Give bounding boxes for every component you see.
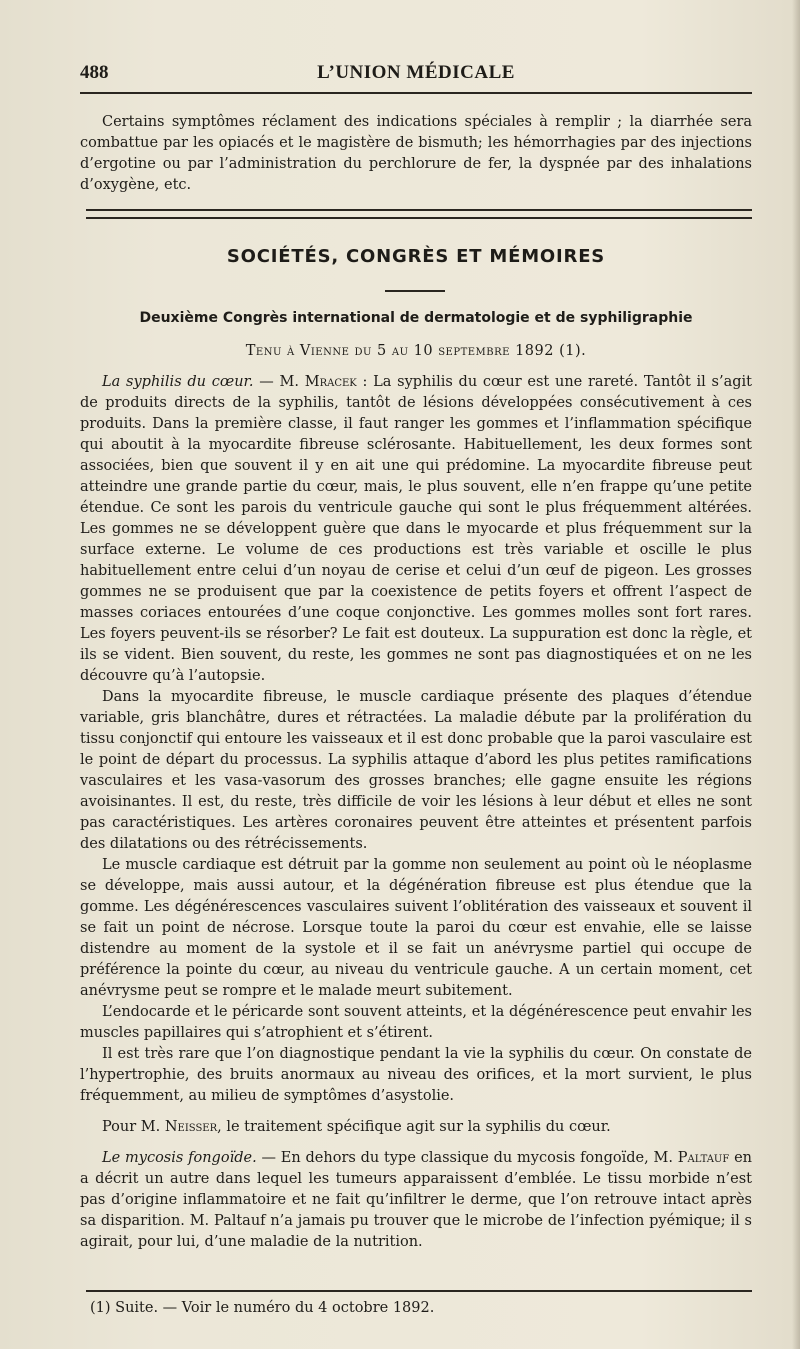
header-rule bbox=[80, 92, 752, 94]
footnote-rule bbox=[86, 1290, 752, 1292]
footnote: (1) Suite. — Voir le numéro du 4 octobre 1892. bbox=[90, 1300, 435, 1316]
neisser-author: Neisser bbox=[164, 1119, 218, 1135]
intro-paragraph: Certains symptômes réclament des indications spéciales à remplir ; la diarrhée sera combattue par les opiacés et le magistère de bismuth; les hémorrhagies par des injections d’ergotine ou par l’administration du perchlorure de fer, la dyspnée par des inhalations d’oxygène, etc. bbox=[80, 114, 752, 193]
neisser-prefix: Pour M. bbox=[102, 1119, 165, 1135]
congress-date: Tenu à Vienne du 5 au 10 septembre 1892 (1). bbox=[245, 343, 587, 359]
article2-author: Paltauf bbox=[677, 1150, 730, 1166]
article1-paragraph-1 bbox=[80, 372, 752, 687]
section-title: SOCIÉTÉS, CONGRÈS ET MÉMOIRES bbox=[226, 246, 606, 267]
article1-paragraph-5: Il est très rare que l’on diagnostique pendant la vie la syphilis du cœur. On constate de l’hypertrophie, des bruits anormaux au niveau des orifices, et la mort survient, le plus fréquemment, au milieu de symptômes d’asystolie. bbox=[80, 1046, 752, 1104]
article2-paragraph bbox=[80, 1148, 752, 1253]
article1-author: Mracek bbox=[304, 374, 357, 390]
neisser-text: , le traitement spécifique agit sur la syphilis du cœur. bbox=[217, 1119, 611, 1135]
congress-title: Deuxième Congrès international de dermatologie et de syphiligraphie bbox=[139, 310, 693, 326]
article-syphilis-heart bbox=[80, 372, 752, 1253]
neisser-paragraph bbox=[80, 1117, 752, 1138]
intro-block bbox=[80, 112, 752, 196]
article1-dash: — M. bbox=[253, 374, 305, 390]
article1-heading: La syphilis du cœur. bbox=[102, 374, 254, 390]
article2-text1: — En dehors du type classique du mycosis fongoïde, M. bbox=[256, 1150, 678, 1166]
article1-paragraph-4: L’endocarde et le péricarde sont souvent atteints, et la dégénérescence peut envahir les muscles papillaires qui s’atrophient et s’étirent. bbox=[80, 1004, 752, 1041]
page-number: 488 bbox=[80, 62, 109, 83]
page-edge-shadow bbox=[792, 0, 800, 1349]
article2-heading: Le mycosis fongoïde. bbox=[102, 1150, 257, 1166]
article2-text2: en a décrit un autre dans lequel les tumeurs apparaissent d’emblée. Le tissu morbide n’est pas d’origine inflammatoire et ne fait qu’infiltrer le derme, que l’on retrouve intact après sa disparition. M. Paltauf n’a jamais pu trouver que le microbe de l’infection pyémique; il s agirait, pour lui, d’une maladie de la nutrition. bbox=[80, 1150, 753, 1250]
article1-paragraph-3: Le muscle cardiaque est détruit par la gomme non seulement au point où le néoplasme se développe, mais aussi autour, et la dégénération fibreuse est plus étendue que la gomme. Les dégénérescences vasculaires suivent l’oblitération des vaisseaux et souvent il se fait un point de nécrose. Lorsque toute la paroi du cœur est envahie, elle se laisse distendre au moment de la systole et il se fait un anévrysme partiel qui occupe de préférence la pointe du cœur, au niveau du ventricule gauche. A un certain moment, cet anévrysme peut se rompre et le malade meurt subitement. bbox=[80, 857, 752, 999]
page-header bbox=[80, 62, 752, 88]
article1-paragraph-2: Dans la myocardite fibreuse, le muscle cardiaque présente des plaques d’étendue variable, gris blanchâtre, dures et rétractées. La maladie débute par la prolifération du tissu conjonctif qui entoure les vaisseaux et il est donc probable que la paroi vasculaire est le point de départ du processus. La syphilis attaque d’abord les plus petites ramifications vasculaires et les vasa-vasorum des grosses branches; elle gagne ensuite les régions avoisinantes. Il est, du reste, très difficile de voir les lésions à leur début et elles ne sont pas caractéristiques. Les artères coronaires peuvent être atteintes et présentent parfois des dilatations ou des rétrécissements. bbox=[80, 689, 752, 852]
article1-text: : La syphilis du cœur est une rareté. Tantôt il s’agit de produits directs de la syphilis, tantôt de lésions développées consécutivement à ces produits. Dans la première classe, il faut ranger les gommes et l’inflammation spécifique qui aboutit à la myocardite fibreuse sclérosante. Habituellement, les deux formes sont associées, bien que souvent il y en ait une qui prédomine. La myocardite fibreuse peut atteindre une grande partie du cœur, mais, le plus souvent, elle n’en frappe qu’une petite étendue. Ce sont les parois du ventricule gauche qui sont le plus fréquemment altérées. Les gommes ne se développent guère que dans le myocarde et plus fréquemment sur la surface externe. Le volume de ces productions est très variable et oscille le plus habituellement entre celui d’un noyau de cerise et celui d’un œuf de pigeon. Les grosses gommes ne se produisent que par la coexistence de petits foyers et offrent l’aspect de masses coriaces entourées d’une coque conjonctive. Les gommes molles sont fort rares. Les foyers peuvent-ils se résorber? Le fait est douteux. La suppuration est donc la règle, et ils se vident. Bien souvent, du reste, les gommes ne sont pas diagnostiquées et on ne les découvre qu’à l’autopsie. bbox=[80, 374, 752, 684]
section-divider bbox=[86, 209, 752, 219]
title-rule bbox=[385, 290, 445, 292]
running-head: L’UNION MÉDICALE bbox=[317, 62, 515, 83]
